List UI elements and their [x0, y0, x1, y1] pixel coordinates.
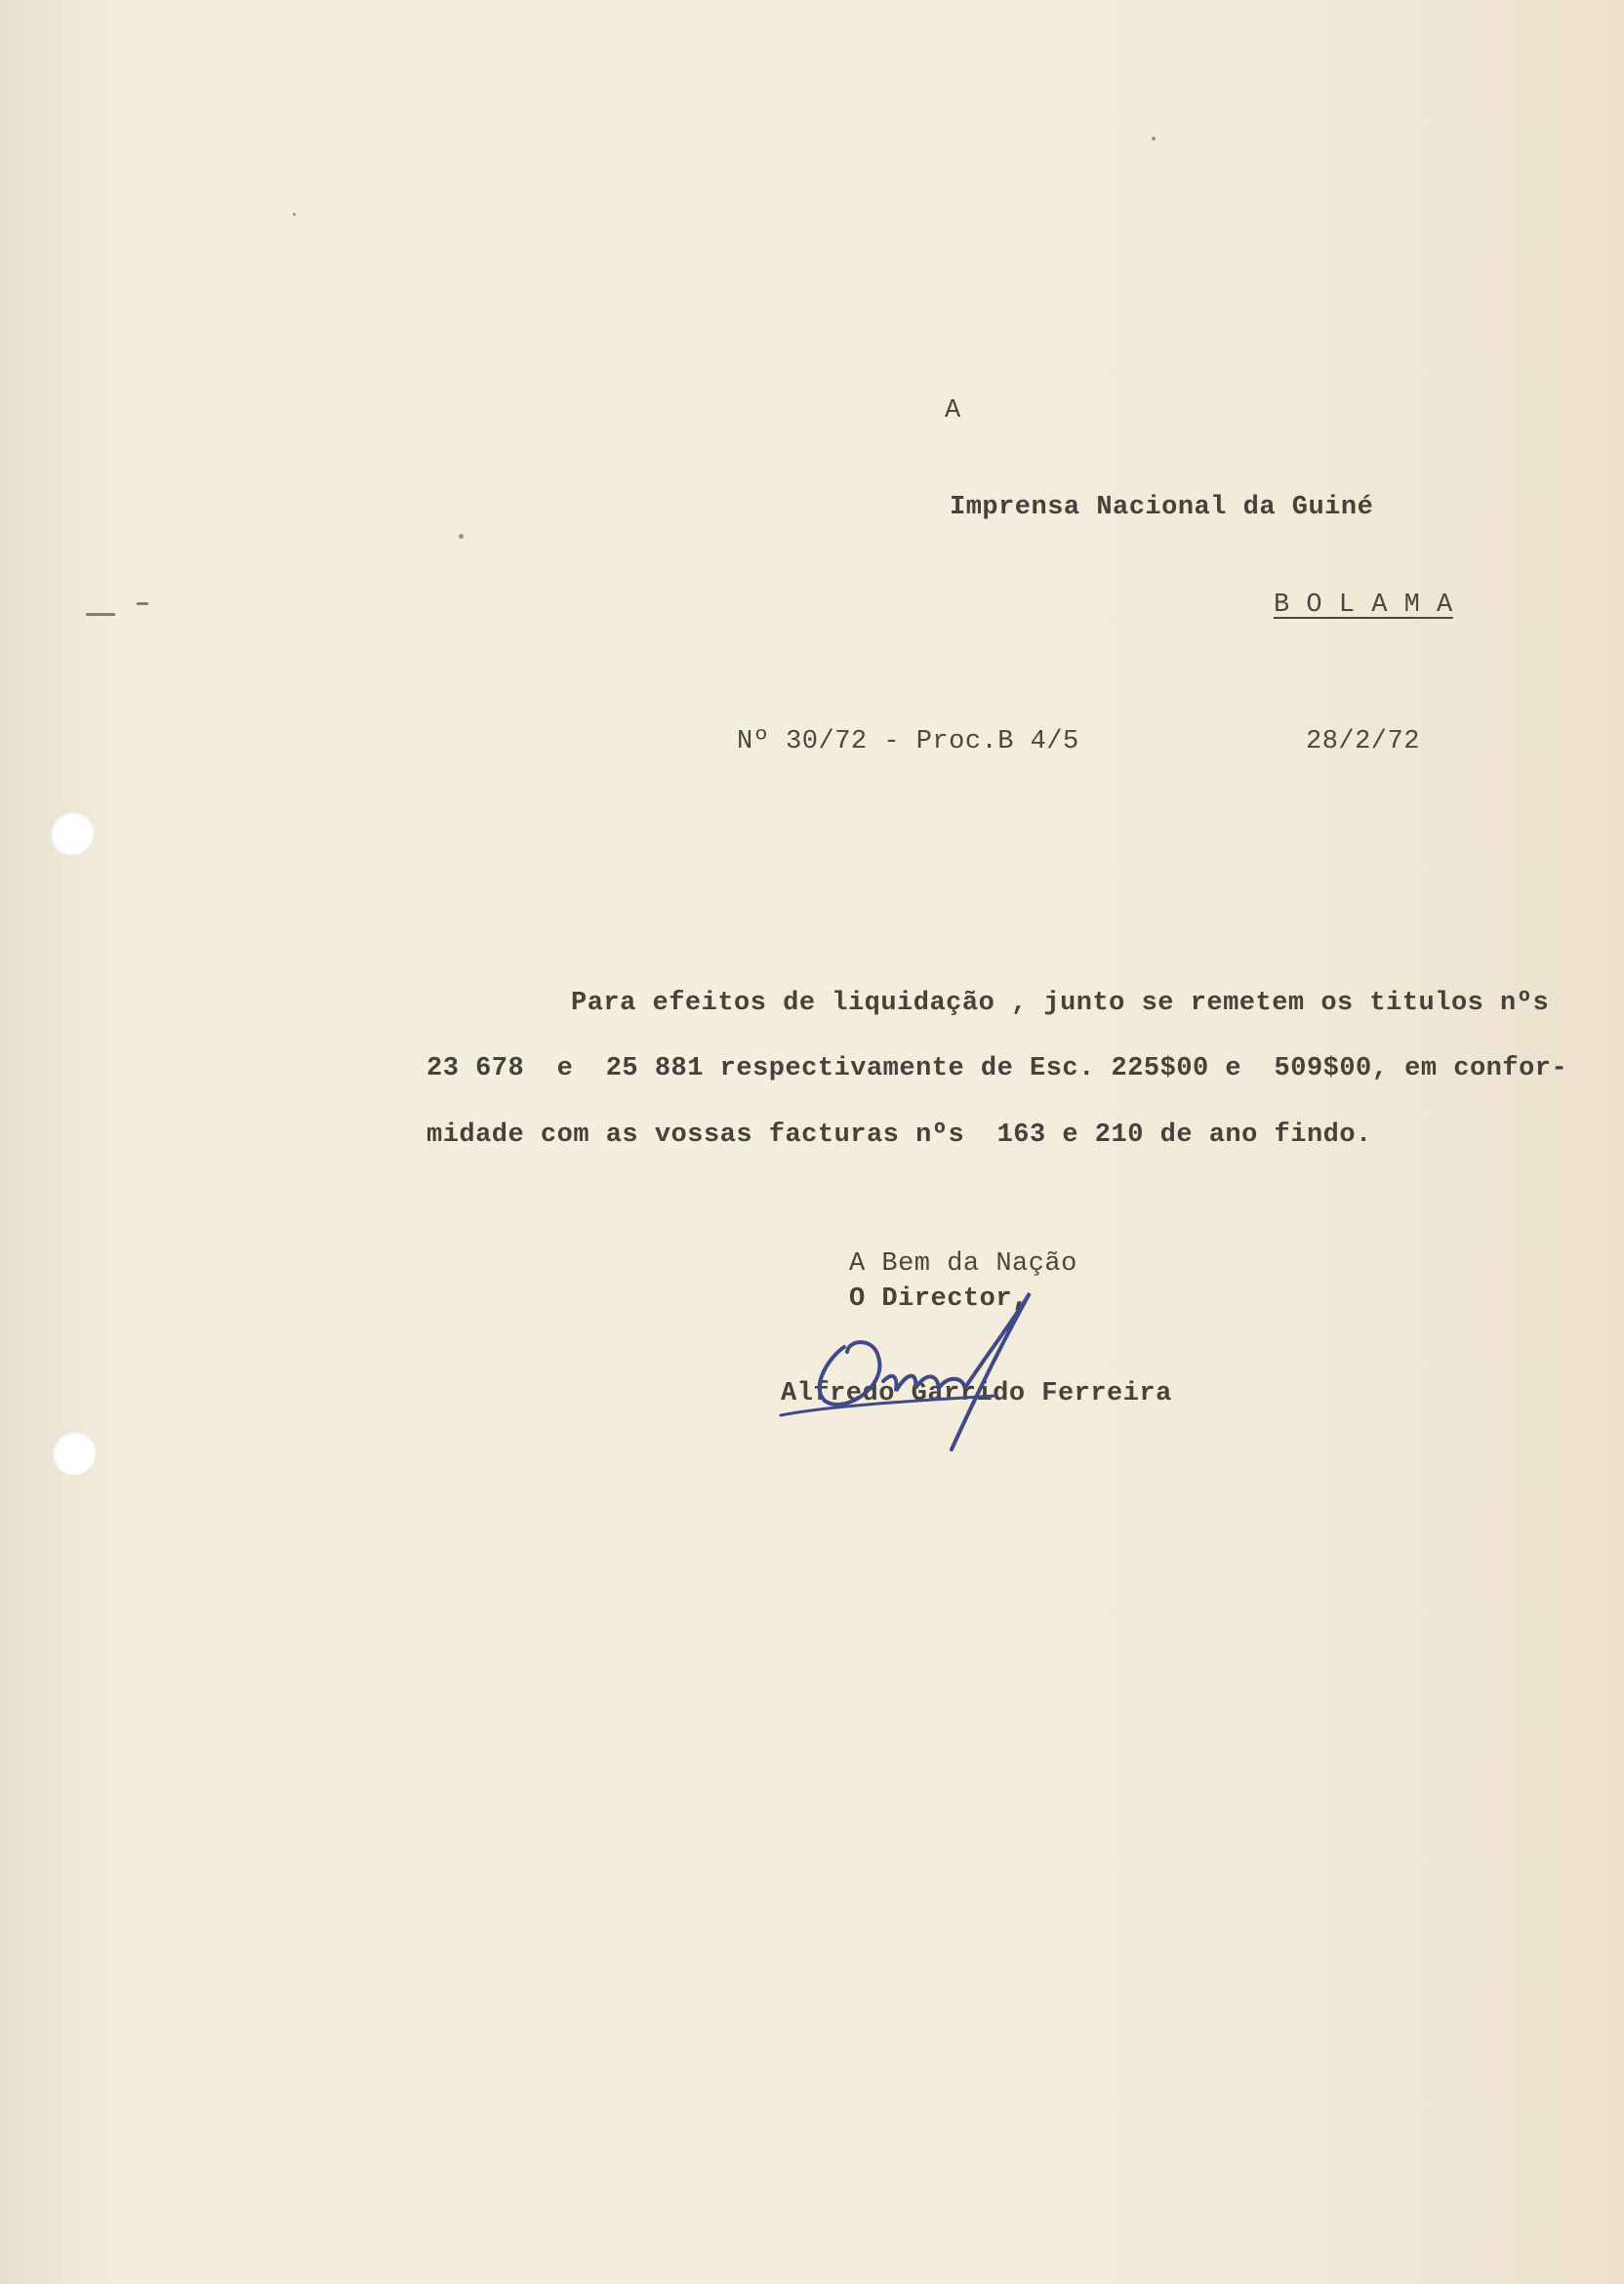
paper-speck [1152, 137, 1156, 141]
body-line-3: midade com as vossas facturas nºs 163 e 210 de ano findo. [426, 1121, 1372, 1150]
salutation: A [945, 396, 961, 426]
body-line-1: Para efeitos de liquidação , junto se remetem os titulos nºs [571, 989, 1550, 1018]
paper-speck [86, 613, 115, 616]
recipient-city: B O L A M A [1274, 591, 1453, 620]
handwritten-signature [771, 1279, 1142, 1454]
body-line-2: 23 678 e 25 881 respectivamente de Esc. 225$00 e 509$00, em confor- [426, 1054, 1568, 1083]
paper-speck [459, 534, 464, 539]
recipient-name: Imprensa Nacional da Guiné [950, 493, 1374, 522]
punch-hole-bottom [51, 1430, 96, 1475]
punch-hole-top [49, 810, 94, 855]
paper-speck [293, 213, 296, 216]
page-edge-shading [0, 0, 117, 2284]
signatory-title: O Director, [849, 1285, 1029, 1314]
reference-number: Nº 30/72 - Proc.B 4/5 [737, 727, 1079, 756]
paper-speck [137, 602, 148, 605]
signatory-name: Alfredo Garrido Ferreira [781, 1379, 1172, 1408]
letter-date: 28/2/72 [1306, 727, 1420, 756]
closing-formula: A Bem da Nação [849, 1249, 1077, 1279]
